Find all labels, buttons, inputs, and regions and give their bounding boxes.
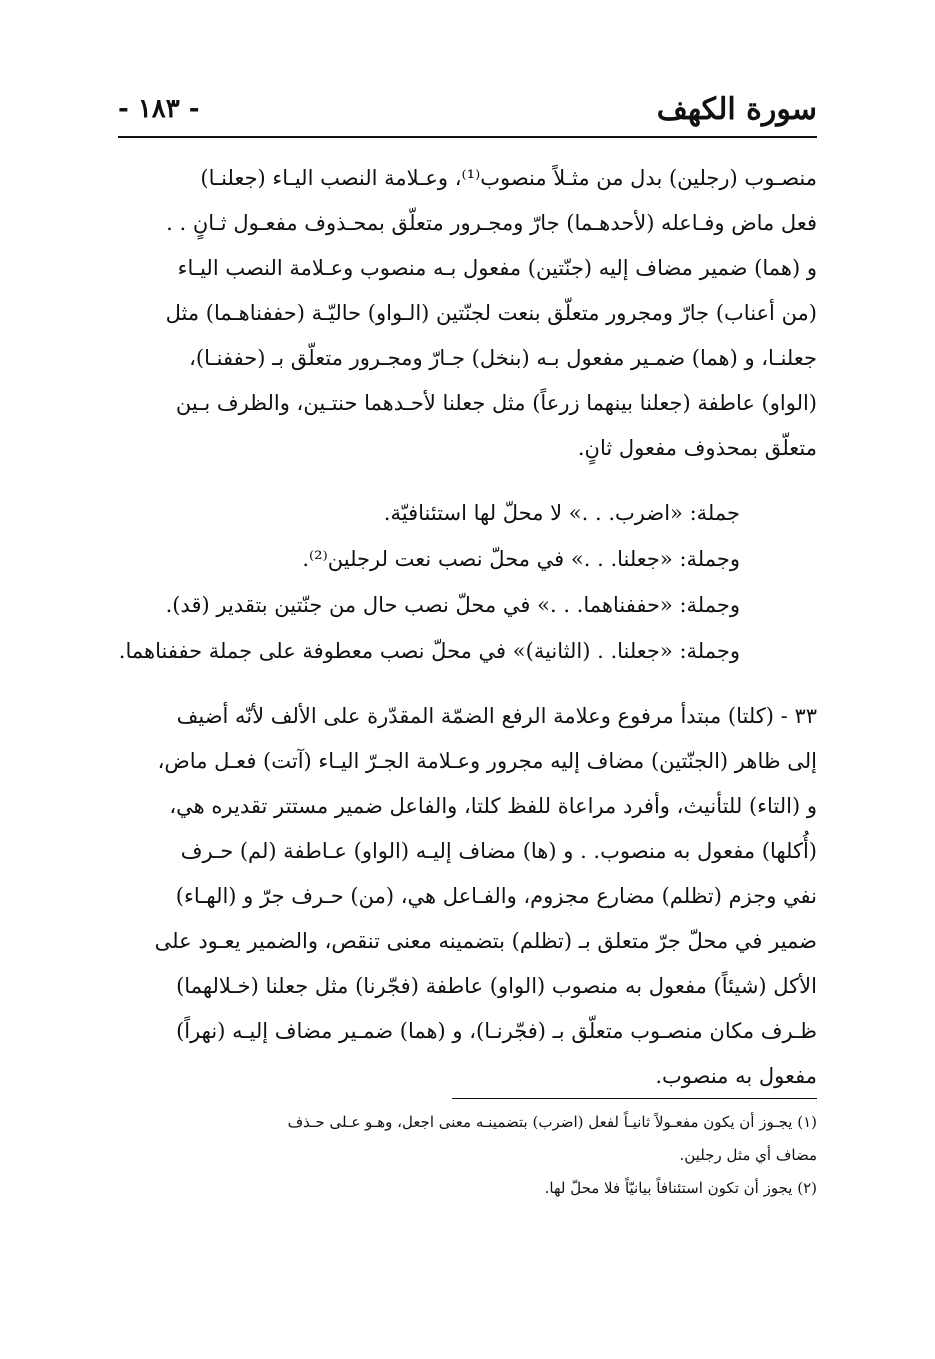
- paragraph-2: [118, 694, 817, 1099]
- text-line: فعل ماض وفـاعله (لأحدهـما) جارّ ومجـرور متعلّق بمحـذوف مفعـول ثـانٍ . .: [166, 211, 817, 235]
- text-line: مفعول به منصوب.: [655, 1064, 817, 1088]
- text-line: الأكل (شيئاً) مفعول به منصوب (الواو) عاطفة (فجّرنا) مثل جعلنا (خـلالهما): [176, 974, 817, 998]
- footnotes: [118, 1106, 817, 1205]
- page-number: - ١٨٣ -: [118, 94, 200, 124]
- page-header: [118, 92, 817, 138]
- sentence-item: وجملة: «جعلنا. . (الثانية)» في محلّ نصب معطوفة على جملة حففناهما.: [118, 639, 740, 663]
- text-line: (الواو) عاطفة (جعلنا بينهما زرعاً) مثل جعلنا لأحـدهما حنتـين، والظرف بـين: [175, 391, 817, 415]
- sentence-analysis-list: [118, 490, 740, 674]
- text-line: نفي وجزم (تظلم) مضارع مجزوم، والفـاعل هي، (من) حـرف جرّ و (الهـاء): [175, 884, 817, 908]
- page-title: سورة الكهف: [656, 92, 817, 127]
- text-line: و (هما) ضمير مضاف إليه (جنّتين) مفعول بـه منصوب وعـلامة النصب اليـاء: [177, 256, 817, 280]
- footnote-line: (١) يجـوز أن يكون مفعـولاً ثانيـاً لفعل (اضرب) بتضمينـه معنى اجعل، وهـو عـلى حـذف: [287, 1113, 817, 1131]
- text-line: جعلنـا، و (هما) ضمـير مفعول بـه (بنخل) جـارّ ومجـرور متعلّق بـ (حففنـا)،: [189, 346, 817, 370]
- footnote-line: مضاف أي مثل رجلين.: [679, 1146, 817, 1164]
- text-line: ٣٣ - (كلتا) مبتدأ مرفوع وعلامة الرفع الضمّة المقدّرة على الألف لأنّه أضيف: [176, 704, 817, 728]
- sentence-item: جملة: «اضرب. . .» لا محلّ لها استئنافيّة.: [383, 501, 740, 525]
- sentence-item: وجملة: «حففناهما. . .» في محلّ نصب حال من جنّتين بتقدير (قد).: [165, 593, 740, 617]
- text-line: (أُكلها) مفعول به منصوب. . و (ها) مضاف إليـه (الواو) عـاطفة (لم) حـرف: [180, 839, 817, 863]
- text-line: منصـوب (رجلين) بدل من مثـلاً منصوب⁽¹⁾، وعـلامة النصب اليـاء (جعلنـا): [200, 166, 817, 190]
- sentence-item: وجملة: «جعلنا. . .» في محلّ نصب نعت لرجلين⁽²⁾.: [302, 547, 740, 571]
- footnote-separator: [452, 1098, 817, 1099]
- paragraph-1: [118, 156, 817, 471]
- text-line: (من أعناب) جارّ ومجرور متعلّق بنعت لجنّتين (الـواو) حاليّـة (حففناهـما) مثل: [165, 301, 817, 325]
- text-line: إلى ظاهر (الجنّتين) مضاف إليه مجرور وعـلامة الجـرّ اليـاء (آتت) فعـل ماض،: [157, 749, 817, 773]
- text-line: و (التاء) للتأنيث، وأفرد مراعاة للفظ كلتا، والفاعل ضمير مستتر تقديره هي،: [169, 794, 817, 818]
- text-line: ظـرف مكان منصـوب متعلّق بـ (فجّرنـا)، و (هما) ضمـير مضاف إليـه (نهراً): [176, 1019, 817, 1043]
- text-line: متعلّق بمحذوف مفعول ثانٍ.: [577, 436, 817, 460]
- text-line: ضمير في محلّ جرّ متعلق بـ (تظلم) بتضمينه معنى تنقص، والضمير يعـود على: [154, 929, 817, 953]
- footnote-line: (٢) يجوز أن تكون استئنافاً بيانيّاً فلا محلّ لها.: [544, 1179, 817, 1197]
